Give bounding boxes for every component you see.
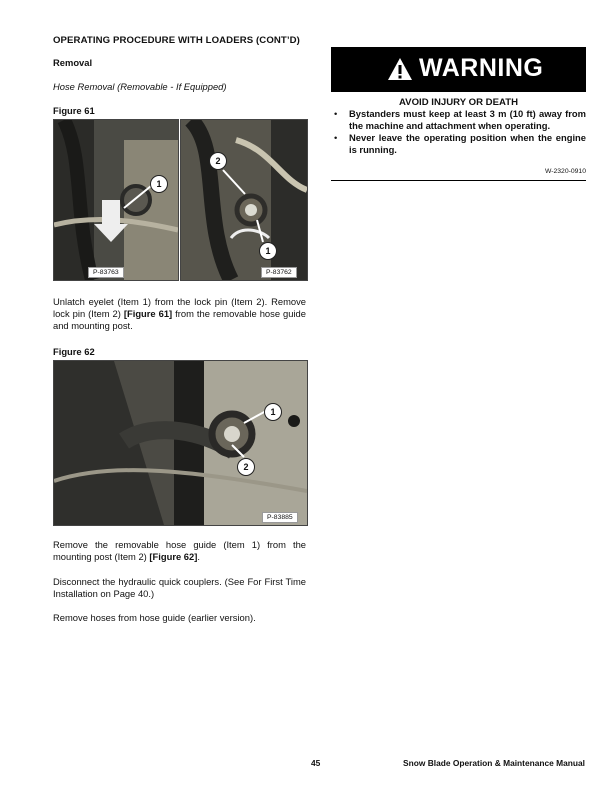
figure-61-left-illustration	[54, 120, 178, 280]
warning-banner	[331, 47, 586, 92]
callout-1: 1	[259, 242, 277, 260]
figure-62-photo	[53, 360, 308, 526]
photo-code: P-83885	[262, 512, 298, 523]
subheading-removal: Removal	[53, 57, 93, 68]
figure-61-right-illustration	[181, 120, 307, 280]
paragraph-text: .	[197, 551, 200, 563]
callout-2: 2	[209, 152, 227, 170]
callout-1: 1	[264, 403, 282, 421]
figure-reference: [Figure 62]	[149, 551, 198, 563]
paragraph-remove-hose-guide	[53, 539, 306, 563]
paragraph-text: from the removable hose guide and mounting post.	[53, 308, 306, 332]
warning-bullet: • Never leave the operating position when the engine is running.	[334, 132, 586, 155]
warning-triangle-icon	[387, 57, 413, 81]
section-title: OPERATING PROCEDURE WITH LOADERS (CONT’D)	[53, 35, 300, 46]
manual-title: Snow Blade Operation & Maintenance Manual	[403, 758, 585, 768]
callout-2: 2	[237, 458, 255, 476]
paragraph-text: Unlatch eyelet (Item 1) from the lock pin (Item 2). Remove lock pin (Item 2)	[53, 296, 306, 320]
warning-bullet: • Bystanders must keep at least 3 m (10 ft) away from the machine and attachment when operating.	[334, 108, 586, 131]
photo-code: P-83762	[261, 267, 297, 278]
figure-62-label: Figure 62	[53, 346, 95, 357]
figure-reference: [Figure 61]	[123, 308, 173, 320]
figure-61-right-photo	[180, 119, 308, 281]
warning-bullet-list	[331, 108, 586, 156]
paragraph-remove-hoses: Remove hoses from hose guide (earlier version).	[53, 612, 256, 623]
photo-code: P-83763	[88, 267, 124, 278]
arrow-down-icon	[102, 200, 120, 226]
callout-1: 1	[150, 175, 168, 193]
warning-bullet-text: Never leave the operating position when the engine is running.	[349, 132, 586, 155]
warning-divider	[331, 180, 586, 181]
figure-61-left-photo	[53, 119, 179, 281]
figure-61-label: Figure 61	[53, 105, 95, 116]
figure-62-illustration	[54, 361, 307, 525]
paragraph-unlatch-eyelet	[53, 296, 306, 333]
subheading-hose-removal: Hose Removal (Removable - If Equipped)	[53, 81, 227, 92]
warning-bullet-text: Bystanders must keep at least 3 m (10 ft) away from the machine and attachment when operating.	[349, 108, 586, 131]
paragraph-disconnect-couplers: Disconnect the hydraulic quick couplers. (See For First Time Installation on Page 40.)	[53, 576, 306, 600]
warning-heading: AVOID INJURY OR DEATH	[398, 97, 519, 108]
warning-code: W-2320-0910	[544, 168, 586, 175]
page-number: 45	[311, 758, 321, 768]
paragraph-text: Remove the removable hose guide (Item 1) from the mounting post (Item 2)	[53, 539, 306, 563]
warning-title: WARNING	[419, 54, 544, 82]
